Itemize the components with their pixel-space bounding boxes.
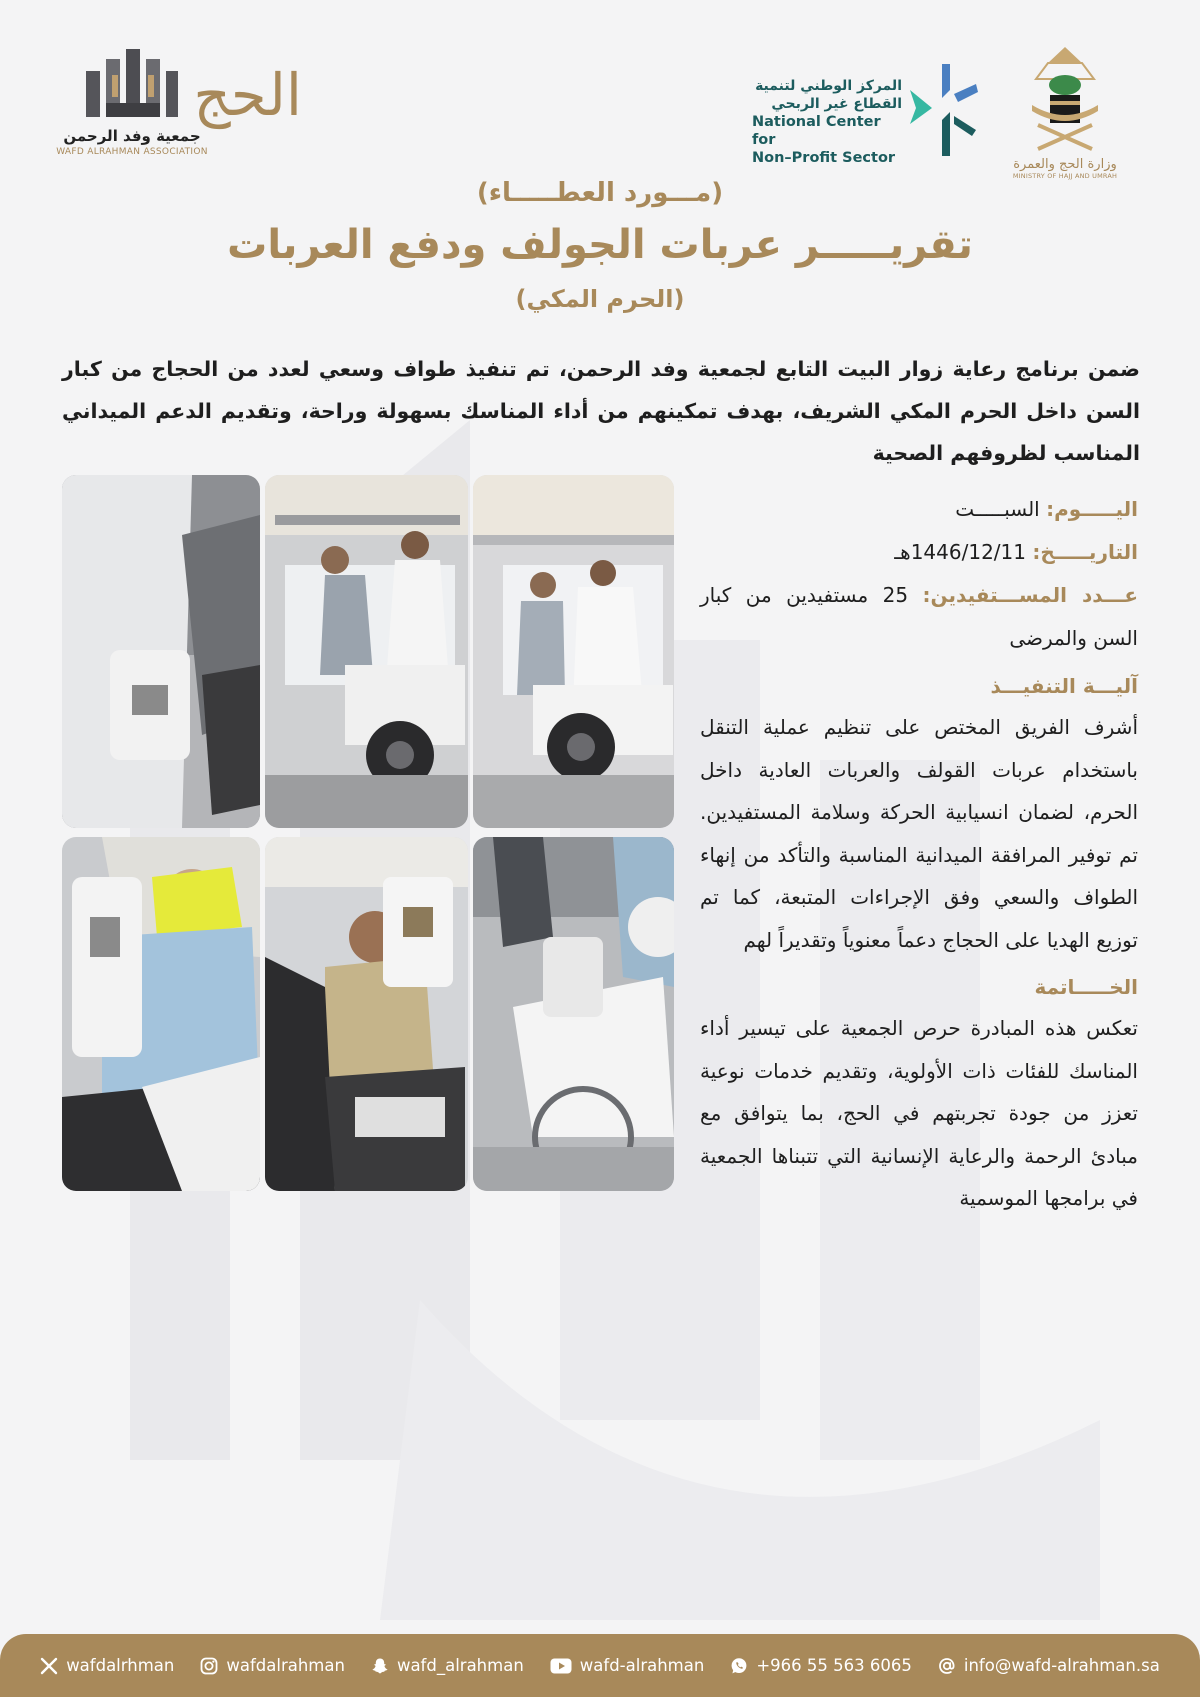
email-address: info@wafd-alrahman.sa [963, 1656, 1160, 1675]
x-contact[interactable] [40, 1656, 174, 1675]
beneficiaries-label: عـــدد المســـتفيدين: [922, 583, 1138, 607]
kaaba-logo-icon [1022, 45, 1108, 153]
youtube-contact[interactable] [550, 1656, 705, 1675]
snapchat-handle: wafd_alrahman [396, 1656, 524, 1675]
ncnp-name-ar-line1: المركز الوطني لتنمية [755, 78, 902, 94]
beneficiaries-row [700, 574, 1138, 660]
report-subtitle: (مـــورد العطـــــاء) [476, 178, 724, 208]
ncnp-name-en-line2: Non–Profit Sector [752, 150, 896, 167]
ncnp-mark-icon [902, 60, 982, 160]
wheelchair-elderly-photo [473, 837, 674, 1191]
golf-cart-pilgrims-photo [265, 475, 468, 828]
snapchat-icon [371, 1657, 389, 1675]
ncnp-name-en-line1: National Center for [752, 114, 881, 149]
mechanism-text: أشرف الفريق المختص على تنظيم عملية التنقل باستخدام عربات القولف والعربات العادية داخل الحرم، لضمان انسيابية الحركة وسلامة المستفيدين. تم توفير المرافقة الميدانية المناسبة والتأكد من إنهاء الطواف والسعي وفق الإجراءات المتبعة، كما تم توزيع الهديا على الحجاج دعماً معنوياً وتقديراً لهم [700, 715, 1138, 952]
ncnp-name-ar-line2: القطاع غير الربحي [771, 95, 902, 112]
x-handle: wafdalrhman [66, 1656, 175, 1675]
pilgrim-with-gift-bag-photo [62, 475, 260, 828]
ministry-name-ar: وزارة الحج والعمرة [1013, 157, 1117, 172]
conclusion-text: تعكس هذه المبادرة حرص الجمعية على تيسير أداء المناسك للفئات ذات الأولوية، وتقديم خدمات نوعية تعزز من جودة تجربتهم في الحج، بما يتوافق مع مبادئ الرحمة والرعاية الإنسانية التي تتبناها الجمعية في برامجها الموسمية [700, 1016, 1138, 1210]
report-location: (الحرم المكي) [515, 285, 685, 313]
instagram-contact[interactable] [200, 1656, 345, 1675]
hajj-calligraphy-text: الحج [193, 61, 302, 129]
youtube-handle: wafd-alrahman [579, 1656, 705, 1675]
photo-grid [62, 475, 674, 1191]
date-value: 1446/12/11هـ [894, 540, 1026, 564]
details-column [700, 488, 1138, 1220]
conclusion-title: الخـــــاتمة [1034, 975, 1138, 999]
day-label: اليـــــوم: [1046, 497, 1138, 521]
wafd-alrahman-logo [52, 45, 212, 167]
hajj-calligraphy-logo [193, 48, 302, 168]
beneficiaries-value: 25 مستفيدين من كبار السن والمرضى [700, 583, 1138, 650]
national-center-logo [752, 60, 982, 167]
day-row [700, 488, 1138, 531]
instagram-handle: wafdalrahman [226, 1656, 345, 1675]
email-contact[interactable] [938, 1656, 1160, 1675]
date-label: التاريـــــخ: [1032, 540, 1138, 564]
intro-paragraph: ضمن برنامج رعاية زوار البيت التابع لجمعية وفد الرحمن، تم تنفيذ طواف وسعي لعدد من الحجاج من كبار السن داخل الحرم المكي الشريف، بهدف تمكينهم من أداء المناسك بسهولة وراحة، وتقديم الدعم الميداني المناسب لظروفهم الصحية [62, 357, 1140, 465]
wafd-logo-mark-icon [82, 45, 182, 123]
contact-list [0, 1634, 1200, 1697]
ministry-hajj-logo [1000, 45, 1130, 180]
wafd-logo-name-en: WAFD ALRAHMAN ASSOCIATION [56, 147, 208, 157]
date-row [700, 531, 1138, 574]
wheelchair-woman-photo [62, 837, 260, 1191]
ministry-name-en: MINISTRY OF HAJJ AND UMRAH [1012, 172, 1118, 180]
whatsapp-number: +966 55 563 6065 [756, 1656, 912, 1675]
whatsapp-contact[interactable] [730, 1656, 912, 1675]
at-sign-icon [938, 1657, 956, 1675]
day-value: السبـــــت [955, 497, 1040, 521]
wheelchair-man-gift-photo [265, 837, 468, 1191]
report-title: تقريـــــر عربات الجولف ودفع العربات [227, 222, 973, 268]
golf-cart-side-photo [473, 475, 674, 828]
youtube-icon [550, 1658, 572, 1674]
snapchat-contact[interactable] [371, 1656, 524, 1675]
wafd-logo-name-ar: جمعية وفد الرحمن [63, 127, 201, 145]
instagram-icon [200, 1657, 218, 1675]
x-icon [40, 1657, 58, 1675]
footer-bar [0, 1634, 1200, 1697]
whatsapp-icon [730, 1657, 748, 1675]
mechanism-title: آليـــة التنفيـــذ [990, 674, 1138, 698]
